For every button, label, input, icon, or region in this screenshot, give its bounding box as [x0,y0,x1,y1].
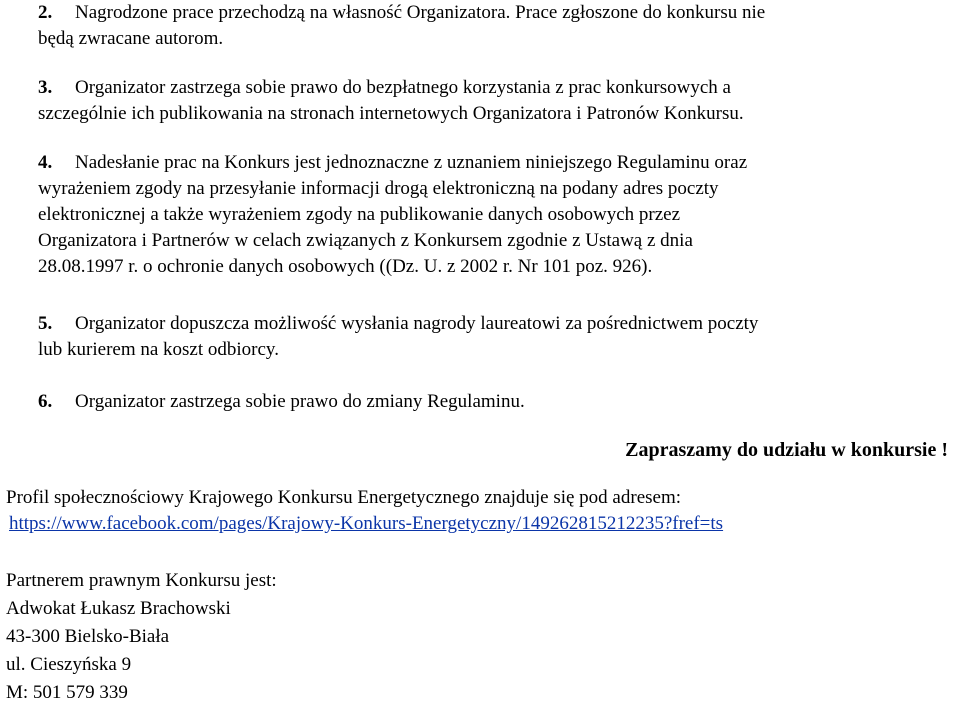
item-number: 4. [38,152,53,173]
regulation-item-6 [38,389,954,415]
item-text-line: wyrażeniem zgody na przesyłanie informacji drogą elektroniczną na podany adres poczty [38,178,719,199]
facebook-profile-link[interactable]: https://www.facebook.com/pages/Krajowy-Konkurs-Energetyczny/149262815212235?fref=ts [9,513,724,534]
regulation-item-4 [38,150,954,280]
regulation-item-2 [38,0,954,52]
item-text-line: Organizator zastrzega sobie prawo do zmiany Regulaminu. [75,391,525,412]
item-number: 3. [38,77,53,98]
item-text-line: 28.08.1997 r. o ochronie danych osobowych ((Dz. U. z 2002 r. Nr 101 poz. 926). [38,256,653,277]
invitation-heading: Zapraszamy do udziału w konkursie ! [625,439,948,461]
item-text-line: lub kurierem na koszt odbiorcy. [38,339,279,360]
item-text-line: Organizator zastrzega sobie prawo do bezpłatnego korzystania z prac konkursowych a [75,77,731,98]
item-text-line: elektronicznej a także wyrażeniem zgody na publikowanie danych osobowych przez [38,204,681,225]
profile-text: Profil społecznościowy Krajowego Konkursu Energetycznego znajduje się pod adresem: [6,487,682,508]
item-text-line: Nadesłanie prac na Konkurs jest jednoznaczne z uznaniem niniejszego Regulaminu oraz [75,152,748,173]
item-text-line: Organizatora i Partnerów w celach związanych z Konkursem zgodnie z Ustawą z dnia [38,230,693,251]
regulation-item-5 [38,311,954,363]
item-number: 6. [38,391,53,412]
partner-street: ul. Cieszyńska 9 [6,654,132,675]
item-text-line: Nagrodzone prace przechodzą na własność Organizatora. Prace zgłoszone do konkursu nie [75,2,766,23]
regulation-item-3 [38,75,954,127]
item-text-line: Organizator dopuszcza możliwość wysłania nagrody laureatowi za pośrednictwem poczty [75,313,759,334]
partner-phone: M: 501 579 339 [6,682,128,703]
item-number: 2. [38,2,53,23]
item-number: 5. [38,313,53,334]
legal-partner-block [6,567,277,707]
item-text-line: będą zwracane autorom. [38,28,224,49]
partner-name: Adwokat Łukasz Brachowski [6,598,231,619]
item-text-line: szczególnie ich publikowania na stronach internetowych Organizatora i Patronów Konkursu. [38,103,744,124]
partner-city: 43-300 Bielsko-Biała [6,626,170,647]
partner-heading: Partnerem prawnym Konkursu jest: [6,570,277,591]
